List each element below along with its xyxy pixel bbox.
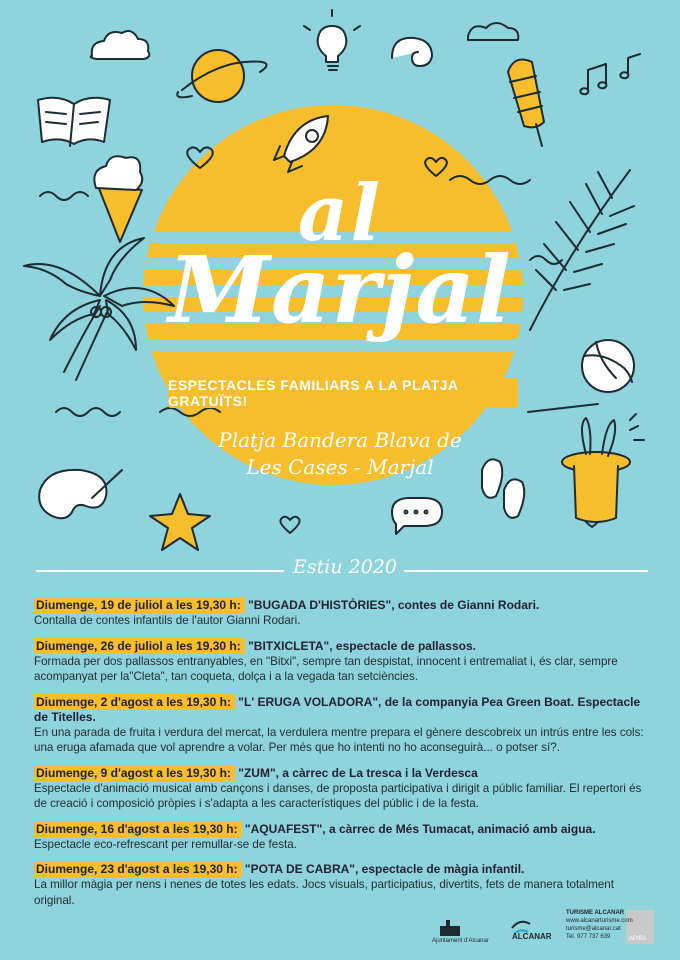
event-item (34, 822, 649, 853)
shell-icon (392, 38, 432, 66)
event-item (34, 695, 649, 756)
event-item (34, 639, 649, 685)
book-icon (38, 98, 110, 146)
event-item (34, 862, 649, 908)
ajuntament-logo-text: Ajuntament d'Alcanar (432, 938, 489, 944)
event-item (34, 598, 649, 629)
starfish-icon (150, 494, 210, 550)
event-list (34, 598, 649, 918)
event-description: Formada per dos pallassos entranyables, en "Bitxi", sempre tan despistat, innocent i entremaliat i, és clar, sempre acompanyat per la"Cleta", tan coqueta, dolça i a la vegada tan setciències. (34, 654, 618, 683)
alcanar-wave-icon (512, 922, 530, 928)
event-date: Diumenge, 19 de juliol a les 19,30 h: (34, 597, 245, 613)
event-title: "BITXICLETA", espectacle de pallassos. (244, 638, 476, 653)
popsicle-icon (508, 60, 544, 146)
event-title: "AQUAFEST", a càrrec de Més Tumacat, animació amb aigua. (241, 821, 596, 836)
event-title: "BUGADA D'HISTÒRIES", contes de Gianni Rodari. (244, 598, 540, 612)
lightbulb-icon (304, 10, 360, 70)
divider-right (404, 570, 648, 572)
event-title: "ZUM", a càrrec de La tresca i la Verdesca (234, 765, 478, 780)
turisme-web: www.alcanarturisme.com (566, 918, 633, 924)
beach-ball-icon (582, 340, 634, 392)
wave-icon (56, 408, 120, 416)
event-item (34, 766, 649, 812)
divider-left (36, 570, 284, 572)
event-title: "POTA DE CABRA", espectacle de màgia infantil. (241, 862, 525, 876)
event-date: Diumenge, 2 d'agost a les 19,30 h: (34, 694, 235, 710)
free-shows-banner: ESPECTACLES FAMILIARS A LA PLATJA GRATUÏTS! (168, 378, 518, 408)
title-marjal: Marjal (168, 236, 512, 344)
town-skyline-icon (440, 920, 460, 936)
event-description: En una parada de fruita i verdura del mercat, la verdulera mentre prepara el gènere descobreix un intrús entre les cols: una eruga afamada que vol aprendre a volar. Per més que ho intenti no ho aconseguirà... o potser sí?. (34, 725, 644, 754)
event-description: Espectacle d'animació musical amb cançons i danses, de proposta participativa i dirigit a públic familiar. El repertori és de creació i composició pròpies i s'adapta a les característiques del públic i de la festa. (34, 781, 642, 810)
event-date: Diumenge, 23 d'agost a les 19,30 h: (34, 861, 242, 877)
event-date: Diumenge, 9 d'agost a les 19,30 h: (34, 765, 235, 781)
event-description: Espectacle eco-refrescant per remullar-se de festa. (34, 837, 297, 851)
season-label: Estiu 2020 (293, 556, 397, 578)
event-title: "L' ERUGA VOLADORA", de la companyia Pea Green Boat. Espectacle de Titelles. (34, 694, 641, 724)
event-date: Diumenge, 26 de juliol a les 19,30 h: (34, 638, 245, 654)
event-description: La millor màgia per nens i nenes de totes les edats. Jocs visuals, participatius, divertits, fets de manera totalment original. (34, 878, 614, 907)
music-note-icon (620, 54, 640, 78)
cloud-icon (91, 31, 150, 59)
turisme-email: turisme@alcanar.cat (566, 926, 621, 932)
apiba-logo-text: APIBA (629, 936, 647, 942)
planet-icon (177, 50, 266, 102)
event-date: Diumenge, 16 d'agost a les 19,30 h: (34, 821, 242, 837)
title-al: al (297, 168, 383, 259)
logo-graphics (430, 908, 660, 952)
cloud-icon (468, 23, 518, 40)
music-note-icon (580, 64, 606, 94)
turisme-title: TURISME ALCANAR (566, 910, 625, 916)
location-line-1: Platja Bandera Blava de (218, 428, 462, 452)
heart-icon (280, 517, 299, 533)
event-description: Contalla de contes infantils de l'autor Gianni Rodari. (34, 614, 301, 627)
speech-bubble-icon (392, 498, 442, 534)
sponsor-logos (430, 908, 660, 952)
alcanar-logo-text: ALCANAR (512, 932, 552, 941)
turisme-tel: Tel. 977 737 639 (566, 934, 611, 940)
stick-icon (528, 404, 598, 412)
location-line-2: Les Cases - Marjal (246, 455, 434, 479)
